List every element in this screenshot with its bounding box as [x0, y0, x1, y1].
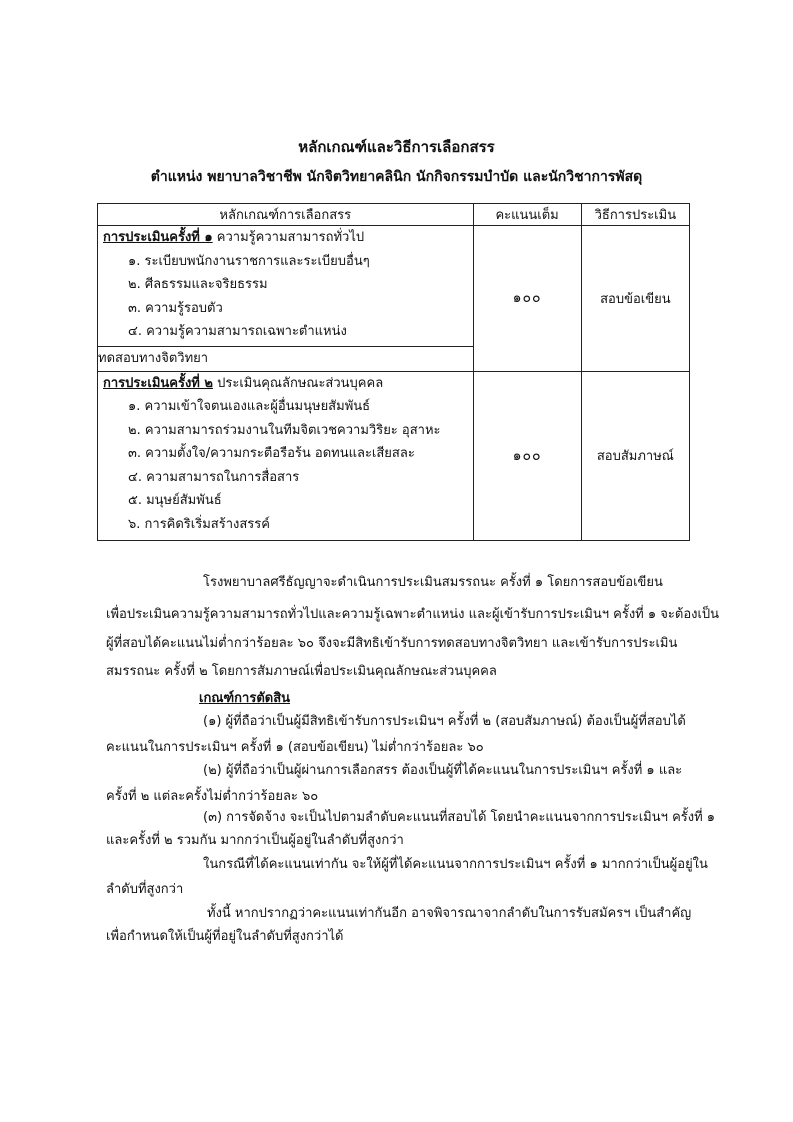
header-full-score: คะแนนเต็ม: [473, 204, 581, 226]
paragraph-line: เพื่อประเมินความรู้ความสามารถทั่วไปและความรู้เฉพาะตำแหน่ง และผู้เข้ารับการประเมินฯ ครั้งที่ ๑ จะต้องเป็น: [106, 607, 720, 622]
header-criteria: หลักเกณฑ์การเลือกสรร: [98, 204, 474, 226]
paragraph-line: ทั้งนี้ หากปรากฏว่าคะแนนเท่ากันอีก อาจพิจารณาจากลำดับในการรับสมัครฯ เป็นสำคัญ: [207, 906, 692, 921]
paragraph-line: ครั้งที่ ๒ แต่ละครั้งไม่ต่ำกว่าร้อยละ ๖๐: [106, 789, 319, 804]
paragraph-line: เพื่อกำหนดให้เป็นผู้ที่อยู่ในลำดับที่สูงกว่าได้: [106, 929, 344, 944]
paragraph-line: ลำดับที่สูงกว่า: [106, 882, 184, 897]
paragraph-line: ในกรณีที่ได้คะแนนเท่ากัน จะให้ผู้ที่ได้คะแนนจากการประเมินฯ ครั้งที่ ๑ มากกว่าเป็นผู้อยู่ใน: [203, 857, 708, 872]
paragraph-line: ผู้ที่สอบได้คะแนนไม่ต่ำกว่าร้อยละ ๖๐ จึงจะมีสิทธิเข้ารับการทดสอบทางจิตวิทยา และเข้ารับการประเมิน: [106, 636, 678, 651]
table-row-section1: [98, 226, 690, 347]
table-row-section2: [98, 371, 690, 540]
list-item: ๕. มนุษย์สัมพันธ์: [128, 493, 222, 508]
section1-desc: ความรู้ความสามารถทั่วไป: [216, 230, 365, 245]
page-subtitle: ตำแหน่ง พยาบาลวิชาชีพ นักจิตวิทยาคลินิก นักกิจกรรมบำบัด และนักวิชาการพัสดุ: [150, 169, 643, 185]
list-item: ๓. ความตั้งใจ/ความกระตือรือร้น อดทนและเสียสละ: [128, 446, 415, 461]
section2-method: สอบสัมภาษณ์: [581, 371, 689, 540]
list-item: ๔. ความรู้ความสามารถเฉพาะตำแหน่ง: [128, 324, 347, 339]
criteria-heading: เกณฑ์การตัดสิน: [199, 691, 291, 706]
criteria-table: [97, 203, 690, 541]
list-item: ๔. ความสามารถในการสื่อสาร: [128, 469, 300, 485]
paragraph-line: สมรรถนะ ครั้งที่ ๒ โดยการสัมภาษณ์เพื่อประเมินคุณลักษณะส่วนบุคคล: [106, 664, 497, 679]
page-title: หลักเกณฑ์และวิธีการเลือกสรร: [298, 138, 495, 156]
paragraph-line: คะแนนในการประเมินฯ ครั้งที่ ๑ (สอบข้อเขียน) ไม่ต่ำกว่าร้อยละ ๖๐: [106, 740, 484, 755]
list-item: ๒. ศีลธรรมและจริยธรรม: [128, 277, 268, 292]
paragraph-line: (๑) ผู้ที่ถือว่าเป็นผู้มีสิทธิเข้ารับการประเมินฯ ครั้งที่ ๒ (สอบสัมภาษณ์) ต้องเป็นผู้ที่สอบได้: [203, 714, 686, 729]
header-method: วิธีการประเมิน: [581, 204, 689, 226]
section1-score: ๑๐๐: [473, 226, 581, 372]
psych-test-label: ทดสอบทางจิตวิทยา: [98, 351, 209, 366]
paragraph-line: (๒) ผู้ที่ถือว่าเป็นผู้ผ่านการเลือกสรร ต้องเป็นผู้ที่ได้คะแนนในการประเมินฯ ครั้งที่ ๑ และ: [203, 763, 683, 778]
section2-desc: ประเมินคุณลักษณะส่วนบุคคล: [217, 375, 384, 391]
section1-heading: [98, 226, 473, 250]
section1-method: สอบข้อเขียน: [581, 226, 689, 372]
table-header-row: [98, 204, 690, 226]
section2-heading: [98, 372, 473, 396]
paragraph-line: โรงพยาบาลศรีธัญญาจะดำเนินการประเมินสมรรถนะ ครั้งที่ ๑ โดยการสอบข้อเขียน: [203, 575, 663, 590]
paragraph-line: และครั้งที่ ๒ รวมกัน มากกว่าเป็นผู้อยู่ในลำดับที่สูงกว่า: [106, 833, 404, 848]
list-item: ๑. ระเบียบพนักงานราชการและระเบียบอื่นๆ: [128, 253, 370, 269]
section2-score: ๑๐๐: [473, 371, 581, 540]
section2-label: การประเมินครั้งที่ ๒: [103, 375, 213, 391]
list-item: ๑. ความเข้าใจตนเองและผู้อื่นมนุษยสัมพันธ์: [128, 399, 371, 414]
list-item: ๒. ความสามารถร่วมงานในทีมจิตเวชความวิริยะ อุสาหะ: [128, 422, 441, 438]
list-item: ๓. ความรู้รอบตัว: [128, 300, 223, 316]
section1-label: การประเมินครั้งที่ ๑: [103, 230, 213, 245]
list-item: ๖. การคิดริเริ่มสร้างสรรค์: [128, 516, 270, 532]
paragraph-line: (๓) การจัดจ้าง จะเป็นไปตามลำดับคะแนนที่สอบได้ โดยนำคะแนนจากการประเมินฯ ครั้งที่ ๑: [203, 810, 716, 825]
